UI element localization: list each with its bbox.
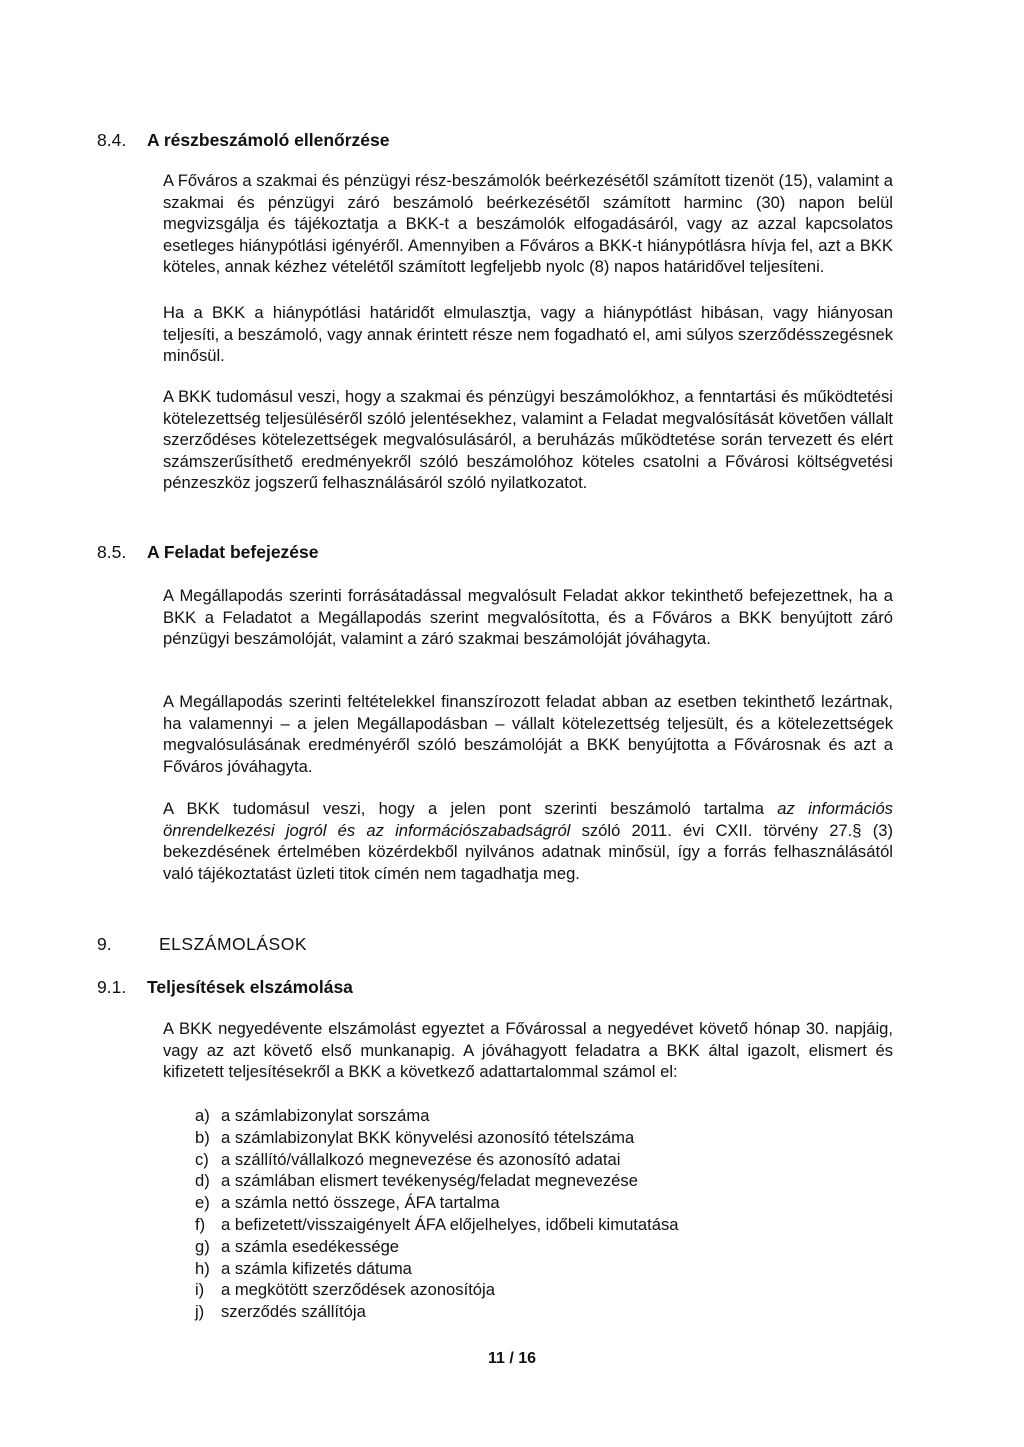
law-title-italic: az információs önrendelkezési jogról és az információszabadságról: [163, 799, 893, 840]
list-item: c) a szállító/vállalkozó megnevezése és azonosító adatai: [195, 1149, 621, 1169]
list-item: b) a számlabizonylat BKK könyvelési azonosító tételszáma: [195, 1127, 635, 1147]
list-item: h) a számla kifizetés dátuma: [195, 1258, 412, 1278]
section-title: A Feladat befejezése: [147, 542, 319, 562]
paragraph: Ha a BKK a hiánypótlási határidőt elmulasztja, vagy a hiánypótlást hibásan, vagy hiányosan teljesíti, a beszámoló, vagy annak érintett része nem fogadható el, ami súlyos szerződésszegésnek minősül.: [163, 303, 893, 366]
section-title: ELSZÁMOLÁSOK: [159, 934, 307, 954]
section-number: 8.5.: [97, 542, 127, 562]
paragraph: A Megállapodás szerinti feltételekkel finanszírozott feladat abban az esetben tekinthető lezártnak, ha valamennyi – a jelen Megállapodásban – vállalt kötelezettség teljesült, és a kötelezettségek megvalósulásának eredményéről szóló beszámolóját a BKK benyújtotta a Fővárosnak és azt a Főváros jóváhagyta.: [163, 692, 893, 776]
paragraph: A BKK tudomásul veszi, hogy a szakmai és pénzügyi beszámolókhoz, a fenntartási és működtetési kötelezettség teljesüléséről szóló jelentésekhez, valamint a Feladat megvalósítását követően vállalt szerződéses kötelezettségek megvalósulásáról, a beruházás működtetése során tervezett és elért számszerűsíthető eredményekről szóló beszámolóhoz köteles csatolni a Fővárosi költségvetési pénzeszköz jogszerű felhasználásáról szóló nyilatkozatot.: [163, 387, 893, 493]
paragraph: A BKK negyedévente elszámolást egyeztet a Fővárossal a negyedévet követő hónap 30. napjáig, vagy az azt követő első munkanapig. A jóváhagyott feladatra a BKK által igazolt, elismert és kifizetett teljesítésekről a BKK a következő adattartalommal számol el:: [163, 1019, 893, 1082]
list-item: d) a számlában elismert tevékenység/feladat megnevezése: [195, 1171, 638, 1191]
paragraph-text: A BKK tudomásul veszi, hogy a jelen pont szerinti beszámoló tartalma: [163, 799, 778, 818]
section-number: 8.4.: [97, 130, 127, 150]
paragraph: A Főváros a szakmai és pénzügyi rész-beszámolók beérkezésétől számított tizenöt (15), valamint a szakmai és pénzügyi záró beszámoló beérkezésétől számított harminc (30) napon belül megvizsgálja és tájékoztatja a BKK-t a beszámolók elfogadásáról, vagy az azzal kapcsolatos esetleges hiánypótlási igényéről. Amennyiben a Főváros a BKK-t hiánypótlásra hívja fel, azt a BKK köteles, annak kézhez vételétől számított legfeljebb nyolc (8) napos határidővel teljesíteni.: [163, 171, 893, 277]
data-content-list: [195, 1105, 845, 1323]
list-item: f) a befizetett/visszaigényelt ÁFA előjelhelyes, időbeli kimutatása: [195, 1214, 679, 1234]
list-item: j) szerződés szállítója: [195, 1302, 366, 1322]
list-item: i) a megkötött szerződések azonosítója: [195, 1280, 495, 1300]
paragraph: [163, 798, 893, 884]
list-item: a) a számlabizonylat sorszáma: [195, 1106, 430, 1125]
section-number: 9.: [97, 934, 112, 954]
paragraph: A Megállapodás szerinti forrásátadással megvalósult Feladat akkor tekinthető befejezettnek, ha a BKK a Feladatot a Megállapodás szerint megvalósította, és a Főváros a BKK benyújtott záró pénzügyi beszámolóját, valamint a záró szakmai beszámolóját jóváhagyta.: [163, 586, 893, 649]
paragraph-text: szóló 2011. évi CXII. törvény 27.§ (3) bekezdésének értelmében közérdekből nyilvános adatnak minősül, így a forrás felhasználásától való tájékoztatást üzleti titok címén nem tagadhatja meg.: [163, 820, 894, 883]
list-item: e) a számla nettó összege, ÁFA tartalma: [195, 1193, 500, 1213]
section-title: A részbeszámoló ellenőrzése: [147, 130, 390, 150]
section-number: 9.1.: [97, 977, 127, 997]
list-item: g) a számla esedékessége: [195, 1236, 400, 1256]
section-title: Teljesítések elszámolása: [147, 977, 353, 997]
page-number: 11 / 16: [487, 1350, 537, 1367]
